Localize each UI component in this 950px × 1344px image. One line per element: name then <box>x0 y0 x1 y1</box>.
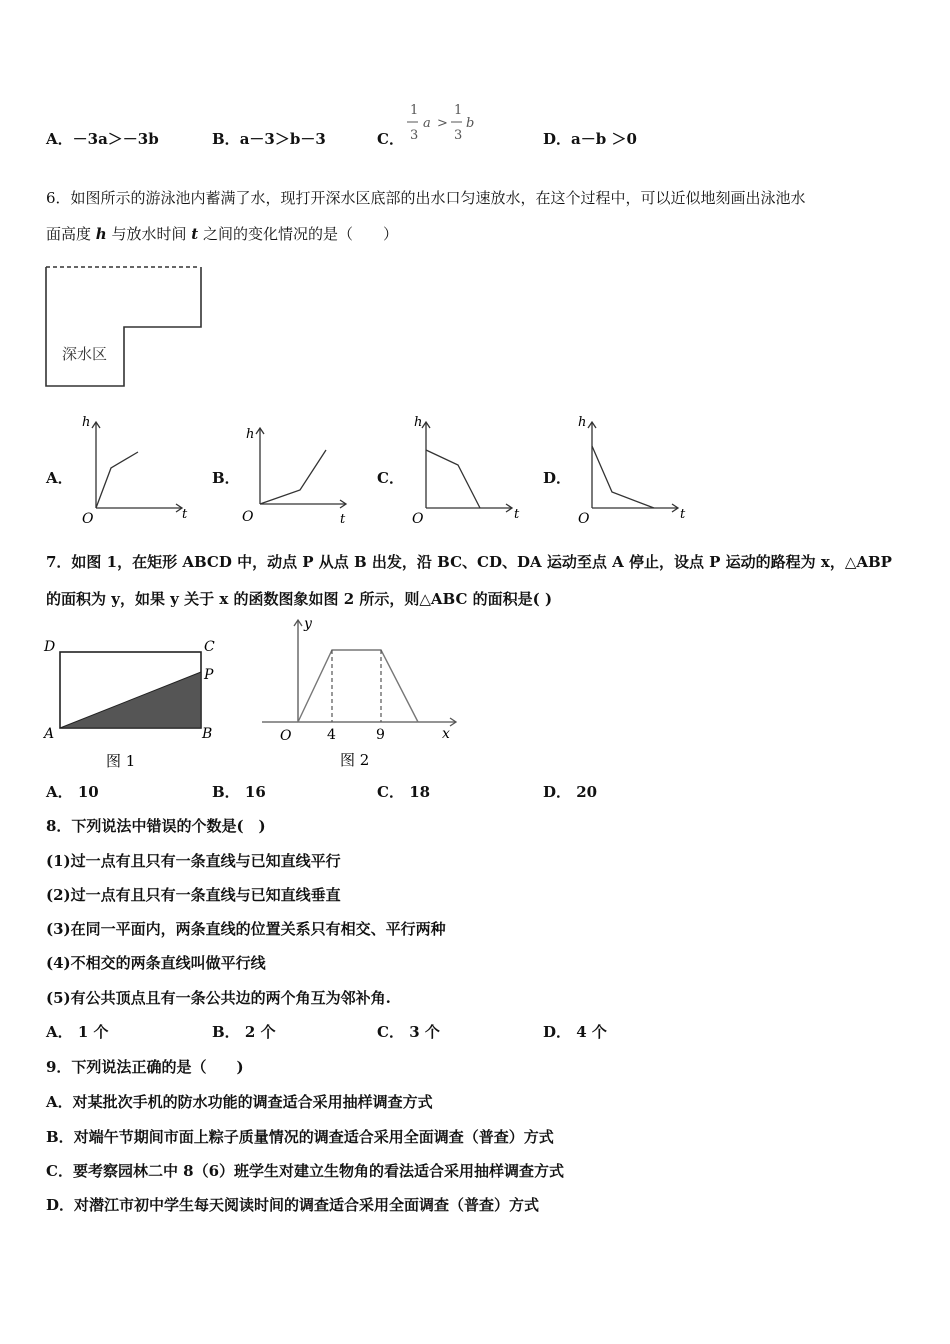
q6-option-c[interactable] <box>377 467 404 488</box>
function-graph <box>298 650 418 722</box>
q9-option-b[interactable] <box>46 1126 554 1147</box>
q6-option-d[interactable] <box>543 467 571 488</box>
curve <box>96 452 138 508</box>
curve <box>260 450 326 504</box>
option-text: 对潜江市初中学生每天阅读时间的调查适合采用全面调查（普查）方式 <box>74 1196 540 1214</box>
origin-label: O <box>578 511 590 527</box>
q9-option-d[interactable] <box>46 1194 539 1215</box>
fraction-bar <box>407 121 419 123</box>
var-t: t <box>191 225 199 243</box>
option-label: C． <box>377 130 404 148</box>
q7-stem-line2: 的面积为 y，如果 y 关于 x 的函数图象如图 2 所示，则△ABC 的面积是( ) <box>46 590 553 608</box>
q7-option-b[interactable] <box>212 781 266 802</box>
q7-fig2 <box>262 614 472 774</box>
q9-option-c[interactable] <box>46 1160 564 1181</box>
fraction-bar <box>451 121 463 123</box>
axis-label-x: x <box>442 726 450 742</box>
option-label: D． <box>543 1023 572 1041</box>
option-text: 1 个 <box>77 1023 109 1041</box>
point-d: D <box>44 639 56 655</box>
q6-graph-d <box>574 410 704 530</box>
q7-option-d[interactable] <box>543 781 597 802</box>
q6-stem-line1: 6．如图所示的游泳池内蓄满了水，现打开深水区底部的出水口匀速放水，在这个过程中，可以近似地刻画出泳池水 <box>46 189 806 207</box>
var-b: b <box>466 116 475 131</box>
option-text: 3 个 <box>409 1023 440 1041</box>
option-label: A． <box>46 469 73 487</box>
option-text: 4 个 <box>576 1023 607 1041</box>
q5-option-c[interactable] <box>377 128 404 149</box>
option-text: 对端午节期间市面上粽子质量情况的调查适合采用全面调查（普查）方式 <box>73 1128 554 1146</box>
q6-graph-a <box>78 410 198 530</box>
fraction-numerator: 1 <box>410 103 419 118</box>
option-text: a－3＞b－3 <box>239 130 326 148</box>
option-label: B． <box>212 783 240 801</box>
option-label: C． <box>377 469 404 487</box>
axis-label-t: t <box>680 507 686 522</box>
option-text: a－b ＞0 <box>571 130 637 148</box>
point-a: A <box>44 726 55 742</box>
fraction-numerator: 1 <box>454 103 463 118</box>
fig2-caption: 图 2 <box>340 751 370 769</box>
pool-label: 深水区 <box>62 345 108 363</box>
option-label: C． <box>377 1023 404 1041</box>
axis-label-t: t <box>340 512 346 527</box>
option-text: 20 <box>576 783 598 801</box>
option-text: 对某批次手机的防水功能的调查适合采用抽样调查方式 <box>72 1093 433 1111</box>
axis-label-y: y <box>304 616 312 632</box>
option-text: －3a＞－3b <box>72 130 159 148</box>
option-label: D． <box>543 469 572 487</box>
option-label: D． <box>46 1196 75 1214</box>
q6-option-a[interactable] <box>46 467 73 488</box>
fraction-denominator: 3 <box>410 128 419 143</box>
q6-option-b[interactable] <box>212 467 240 488</box>
q8-item-2: (2)过一点有且只有一条直线与已知直线垂直 <box>46 886 341 904</box>
option-label: A． <box>46 783 73 801</box>
q5-option-d[interactable] <box>543 128 637 149</box>
fig1-caption: 图 1 <box>106 752 136 770</box>
q7-fig1 <box>40 632 230 772</box>
origin-label: O <box>242 509 254 525</box>
q6-graph-b <box>242 410 362 530</box>
q5-option-a[interactable] <box>46 128 159 149</box>
point-c: C <box>204 639 215 655</box>
option-label: D． <box>543 130 572 148</box>
option-label: B． <box>46 1128 74 1146</box>
option-label: A． <box>46 1023 73 1041</box>
origin-label: O <box>82 511 94 527</box>
q8-option-a[interactable] <box>46 1021 109 1042</box>
option-label: B． <box>212 1023 240 1041</box>
option-text: 10 <box>77 783 99 801</box>
q8-option-c[interactable] <box>377 1021 440 1042</box>
text: 之间的变化情况的是（ ） <box>198 225 398 243</box>
option-label: C． <box>46 1162 73 1180</box>
point-b: B <box>202 726 213 742</box>
curve <box>592 446 654 508</box>
option-label: B． <box>212 469 240 487</box>
axis-label-h: h <box>578 415 587 430</box>
origin-label: O <box>280 728 292 744</box>
q8-item-5: (5)有公共顶点且有一条公共边的两个角互为邻补角. <box>46 989 391 1007</box>
tick-9: 9 <box>376 727 385 743</box>
fraction-denominator: 3 <box>454 128 463 143</box>
q6-stem-line2 <box>46 223 398 244</box>
option-text: 要考察园林二中 8（6）班学生对建立生物角的看法适合采用抽样调查方式 <box>72 1162 565 1180</box>
triangle-abp <box>60 672 201 728</box>
q9-stem: 9．下列说法正确的是（ ) <box>46 1058 244 1076</box>
axis-label-h: h <box>246 427 255 442</box>
option-label: C． <box>377 783 404 801</box>
greater-than: > <box>437 116 448 131</box>
q8-item-3: (3)在同一平面内，两条直线的位置关系只有相交、平行两种 <box>46 920 446 938</box>
option-text: 2 个 <box>244 1023 276 1041</box>
q8-option-d[interactable] <box>543 1021 607 1042</box>
q5-option-b[interactable] <box>212 128 326 149</box>
q7-option-a[interactable] <box>46 781 99 802</box>
q8-item-1: (1)过一点有且只有一条直线与已知直线平行 <box>46 852 341 870</box>
q6-graph-c <box>408 410 538 530</box>
text: 面高度 <box>46 225 96 243</box>
pool-outline <box>46 267 201 386</box>
origin-label: O <box>412 511 424 527</box>
option-label: A． <box>46 130 73 148</box>
option-text: 16 <box>244 783 266 801</box>
point-p: P <box>204 667 214 683</box>
axis-label-t: t <box>514 507 520 522</box>
option-label: B． <box>212 130 240 148</box>
tick-4: 4 <box>327 727 336 743</box>
text: 与放水时间 <box>106 225 192 243</box>
option-label: D． <box>543 783 572 801</box>
option-label: A． <box>46 1093 73 1111</box>
q8-option-b[interactable] <box>212 1021 276 1042</box>
option-text: 18 <box>409 783 431 801</box>
q7-stem-line1: 7．如图 1，在矩形 ABCD 中，动点 P 从点 B 出发，沿 BC、CD、DA 运动至点 A 停止，设点 P 运动的路程为 x，△ABP <box>46 553 892 571</box>
q9-option-a[interactable] <box>46 1091 433 1112</box>
axis-label-t: t <box>182 507 188 522</box>
pool-figure <box>40 262 210 392</box>
axis-label-h: h <box>414 415 423 430</box>
q8-item-4: (4)不相交的两条直线叫做平行线 <box>46 954 266 972</box>
var-h: h <box>95 225 107 243</box>
q8-stem: 8．下列说法中错误的个数是( ) <box>46 817 266 835</box>
curve <box>426 450 480 508</box>
axis-label-h: h <box>82 415 91 430</box>
var-a: a <box>423 116 431 131</box>
q7-option-c[interactable] <box>377 781 430 802</box>
